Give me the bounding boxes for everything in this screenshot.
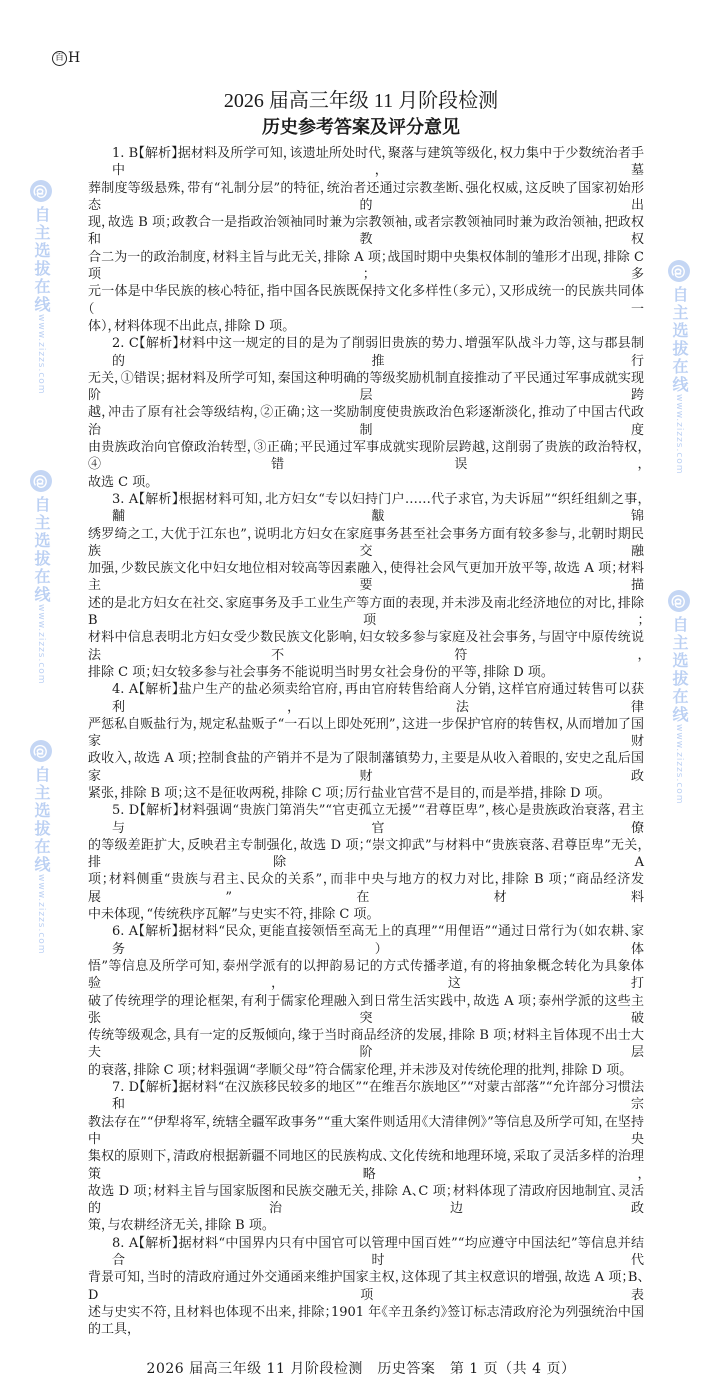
watermark-text: 自主选拔在线 <box>32 206 51 314</box>
watermark-url: www.zizzs.com <box>36 874 46 955</box>
answer-line: 述的是北方妇女在社交、家庭事务及手工业生产等方面的表现，并未涉及南北经济地位的对比，排除 B 项； <box>88 595 644 629</box>
answer-line: 现，故选 B 项；政教合一是指政治领袖同时兼为宗教领袖，或者宗教领袖同时兼为政治领袖，把政权和教权 <box>88 215 644 248</box>
answer-line: 7. D【解析】据材料“在汉族移民较多的地区”“在维吾尔族地区”“对蒙古部落”“允许部分习惯法和宗 <box>112 1080 644 1113</box>
answer-line: 1. B【解析】据材料及所学可知，该遗址所处时代，聚落与建筑等级化，权力集中于少数统治者手中，墓 <box>112 146 644 179</box>
answer-line: 策，与农耕经济无关，排除 B 项。 <box>88 1218 269 1234</box>
watermark <box>30 470 53 685</box>
answer-line: 2. C【解析】材料中这一规定的目的是为了削弱旧贵族的势力、增强军队战斗力等，这与郡县制的推行 <box>112 336 644 369</box>
answer-line: 越，冲击了原有社会等级结构，②正确；这一奖励制度使贵族政治色彩逐渐淡化，推动了中国古代政治制度 <box>88 405 644 438</box>
header-mark <box>52 50 80 66</box>
answer-line: 体），材料体现不出此点，排除 D 项。 <box>88 318 289 334</box>
answer-line: 无关，①错误；据材料及所学可知，秦国这种明确的等级奖励机制直接推动了平民通过军事成就实现阶层跨 <box>88 370 644 404</box>
watermark-logo-icon: @ <box>30 740 52 762</box>
watermark-text: 自主选拔在线 <box>670 616 689 724</box>
watermark-text: 自主选拔在线 <box>32 766 51 874</box>
answer-line: 合二为一的政治制度，材料主旨与此无关，排除 A 项；战国时期中央集权体制的雏形才出现，排除 C 项；多 <box>88 249 644 283</box>
watermark-url: www.zizzs.com <box>36 604 46 685</box>
answer-line: 8. A【解析】据材料“中国界内只有中国官可以管理中国百姓”“均应遵守中国法纪”等信息并结合时代 <box>112 1235 644 1268</box>
answer-line: 集权的原则下，清政府根据新疆不同地区的民族构成、文化传统和地理环境，采取了灵活多样的治理策略， <box>88 1149 644 1182</box>
answer-line: 故选 C 项。 <box>88 474 152 490</box>
answer-line: 5. D【解析】材料强调“贵族门第消失”“官吏孤立无援”“君尊臣卑”，核心是贵族政治衰落，君主与官僚 <box>112 803 644 836</box>
answer-line: 4. A【解析】盐户生产的盐必须卖给官府，再由官府转售给商人分销，这样官府通过转售可以获利，法律 <box>112 682 644 715</box>
watermark-text: 自主选拔在线 <box>32 496 51 604</box>
answer-line: 故选 D 项；材料主旨与国家版图和民族交融无关，排除 A、C 项；材料体现了清政府因地制宜、灵活的治边政 <box>88 1183 644 1217</box>
answer-line: 政收入，故选 A 项；控制食盐的产销并不是为了限制藩镇势力，主要是从收入着眼的，安史之乱后国家财政 <box>88 751 644 784</box>
answer-line: 加强，少数民族文化中妇女地位相对较高等因素融入，使得社会风气更加开放平等，故选 A 项；材料主要描 <box>88 561 644 594</box>
answer-paragraph <box>88 802 644 923</box>
answer-line: 紧张，排除 B 项；这不是征收两税，排除 C 项；厉行盐业官营不是目的，而是举措，排除 D 项。 <box>88 785 605 801</box>
watermark <box>30 740 53 955</box>
answer-line: 中未体现，“传统秩序瓦解”与史实不符，排除 C 项。 <box>88 907 374 923</box>
watermark-text: 自主选拔在线 <box>670 286 689 394</box>
answer-line: 材料中信息表明北方妇女受少数民族文化影响，妇女较多参与家庭及社会事务，与固守中原传统说法不符， <box>88 630 644 663</box>
answer-line: 的等级差距扩大，反映君主专制强化，故选 D 项；“崇文抑武”与材料中“贵族衰落、君尊臣卑”无关，排除 A <box>88 837 644 871</box>
answer-line: 严惩私自贩盐行为，规定私盐贩子“一石以上即处死刑”，这进一步保护官府的转售权，从而增加了国家财 <box>88 716 644 750</box>
watermark <box>668 590 691 805</box>
answer-line: 由贵族政治向官僚政治转型，③正确；平民通过军事成就实现阶层跨越，这削弱了贵族的政治特权，④错误， <box>88 440 644 473</box>
answer-paragraph <box>88 1079 644 1235</box>
answer-line: 传统等级观念，具有一定的反叛倾向，缘于当时商品经济的发展，排除 B 项；材料主旨体现不出士大夫阶层 <box>88 1028 644 1061</box>
answer-paragraph <box>88 145 644 335</box>
watermark-logo-icon: @ <box>668 590 690 612</box>
watermark-logo-icon: @ <box>30 180 52 202</box>
watermark-url: www.zizzs.com <box>674 394 684 475</box>
watermark-url: www.zizzs.com <box>36 314 46 395</box>
answer-paragraph <box>88 491 644 681</box>
page-footer: 2026 届高三年级 11 月阶段检测 历史答案 第 1 页（共 4 页） <box>146 1361 576 1378</box>
watermark <box>668 260 691 475</box>
page-subtitle: 历史参考答案及评分意见 <box>262 117 460 138</box>
answer-line: 3. A【解析】根据材料可知，北方妇女“专以妇持门户……代子求官，为夫诉屈”“织纴组紃之事，黼黻锦 <box>112 491 644 525</box>
watermark-logo-icon: @ <box>30 470 52 492</box>
answer-line: 述与史实不符，且材料也体现不出来，排除；1901 年《辛丑条约》签订标志清政府沦为列强统治中国的工具， <box>88 1304 644 1338</box>
watermark <box>30 180 53 395</box>
answer-line: 6. A【解析】据材料“民众，更能直接领悟至高无上的真理”“用俚语”“通过日常行为（如农耕、家务）体 <box>112 924 644 957</box>
page-title: 2026 届高三年级 11 月阶段检测 <box>223 90 499 112</box>
circled-mark: 百 <box>52 51 67 66</box>
answer-paragraph <box>88 1235 644 1339</box>
header-letter: H <box>68 50 81 66</box>
answer-line: 绣罗绮之工，大优于江东也”，说明北方妇女在家庭事务甚至社会事务方面有较多参与，北朝时期民族交融 <box>88 526 644 559</box>
watermark-url: www.zizzs.com <box>674 724 684 805</box>
answer-line: 葬制度等级悬殊，带有“礼制分层”的特征，统治者还通过宗教垄断、强化权威，这反映了国家初始形态的出 <box>88 180 644 213</box>
answer-paragraph <box>88 335 644 491</box>
answer-line: 排除 C 项；妇女较多参与社会事务不能说明当时男女社会身份的平等，排除 D 项。 <box>88 664 548 680</box>
answer-line: 背景可知，当时的清政府通过外交通函来维护国家主权，这体现了其主权意识的增强，故选 A 项；B、D 项表 <box>88 1270 644 1303</box>
answer-line: 项；材料侧重“贵族与君主、民众的关系”，而非中央与地方的权力对比，排除 B 项；“商品经济发展”在材料 <box>88 872 644 905</box>
answer-paragraph <box>88 681 644 802</box>
answer-paragraph <box>88 923 644 1079</box>
answer-line: 元一体是中华民族的核心特征，指中国各民族既保持文化多样性（多元），又形成统一的民族共同体（一 <box>88 284 644 317</box>
answer-body <box>88 145 644 1338</box>
answer-line: 教法存在”“伊犁将军，统辖全疆军政事务”“重大案件则适用《大清律例》”等信息及所学可知，在坚持中央 <box>88 1114 644 1147</box>
answer-line: 的衰落，排除 C 项；材料强调“孝顺父母”符合儒家伦理，并未涉及对传统伦理的批判，排除 D 项。 <box>88 1062 626 1078</box>
page-content <box>88 145 644 1378</box>
answer-line: 悟”等信息及所学可知，泰州学派有的以押韵易记的方式传播孝道，有的将抽象概念转化为具象体验，这打 <box>88 958 644 992</box>
watermark-logo-icon: @ <box>668 260 690 282</box>
answer-line: 破了传统理学的理论框架，有利于儒家伦理融入到日常生活实践中，故选 A 项；泰州学派的这些主张突破 <box>88 993 644 1026</box>
